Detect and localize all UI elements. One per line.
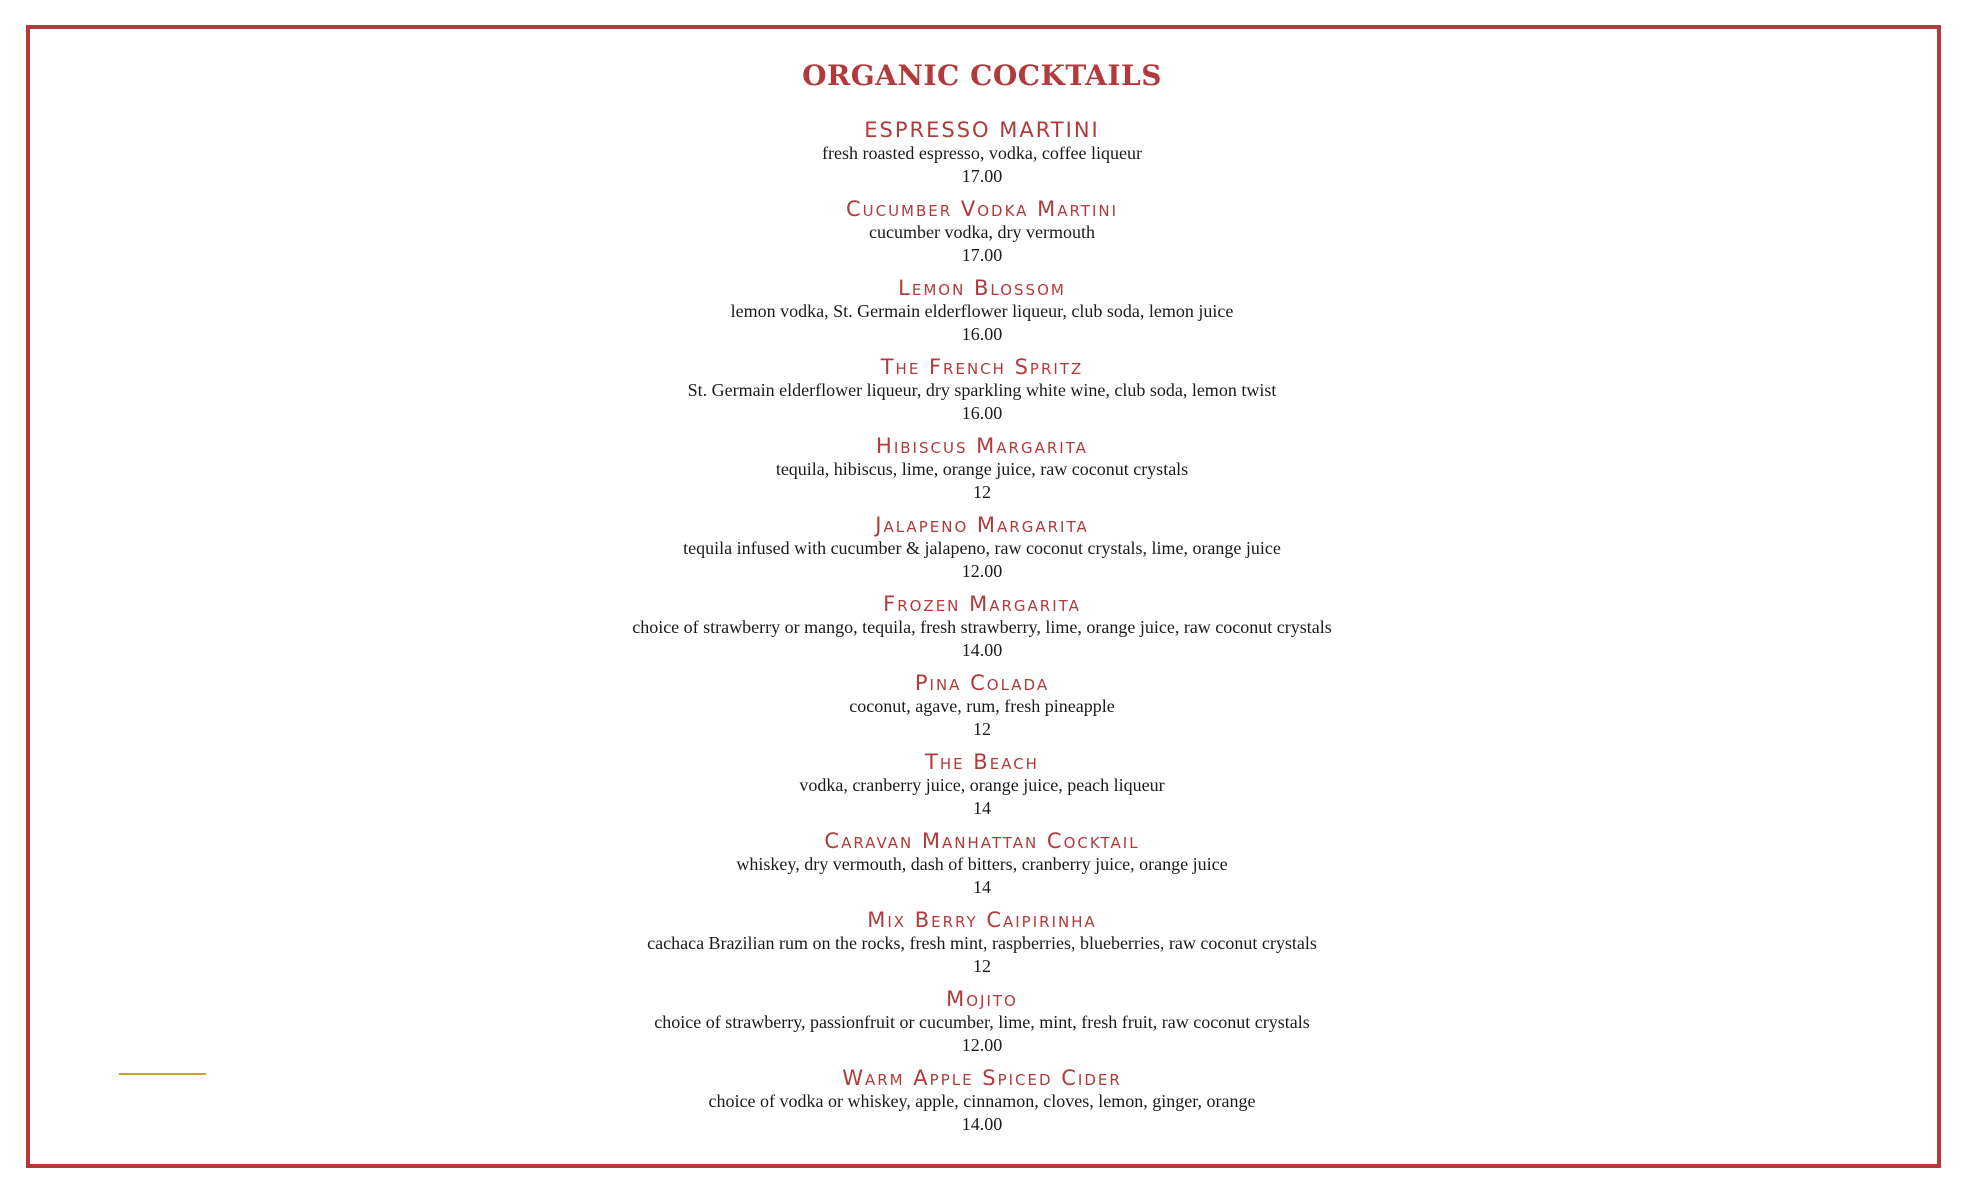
menu-item-price: 17.00 (961, 166, 1003, 186)
menu-item-price: 14 (973, 877, 991, 897)
menu-item (0, 1066, 1964, 1135)
menu-item (0, 671, 1964, 740)
menu-item-name: The French Spritz (880, 355, 1084, 379)
menu-item (0, 276, 1964, 345)
menu-item-name: Mojito (946, 987, 1018, 1011)
menu-item (0, 987, 1964, 1056)
menu-item-price: 16.00 (961, 324, 1003, 344)
menu-item-description: cucumber vodka, dry vermouth (869, 222, 1095, 242)
menu-item-name: Jalapeno Margarita (875, 513, 1089, 537)
menu-item-description: coconut, agave, rum, fresh pineapple (849, 696, 1115, 716)
menu-title: ORGANIC COCKTAILS (802, 59, 1162, 92)
menu-item-name: Mix Berry Caipirinha (867, 908, 1097, 932)
menu-item-price: 14.00 (961, 640, 1003, 660)
menu-item-description: tequila infused with cucumber & jalapeno, raw coconut crystals, lime, orange juice (683, 538, 1281, 558)
menu-item-description: St. Germain elderflower liqueur, dry sparkling white wine, club soda, lemon twist (687, 380, 1277, 400)
cocktail-menu (0, 54, 1964, 1145)
menu-item (0, 513, 1964, 582)
menu-item (0, 592, 1964, 661)
menu-item-name: Frozen Margarita (883, 592, 1081, 616)
menu-item-price: 12 (973, 719, 991, 739)
menu-item-price: 14.00 (961, 1114, 1003, 1134)
menu-item-price: 16.00 (961, 403, 1003, 423)
menu-item-name: Caravan Manhattan Cocktail (824, 829, 1140, 853)
menu-item (0, 829, 1964, 898)
menu-item (0, 908, 1964, 977)
menu-item-name: The Beach (925, 750, 1039, 774)
menu-item-price: 14 (973, 798, 991, 818)
menu-item-price: 12 (973, 482, 991, 502)
gold-accent-line (119, 1073, 206, 1075)
menu-item-name: Lemon Blossom (898, 276, 1066, 300)
menu-item-name: Hibiscus Margarita (876, 434, 1088, 458)
menu-item-price: 12.00 (961, 1035, 1003, 1055)
menu-item (0, 197, 1964, 266)
menu-item-name: Warm Apple Spiced Cider (842, 1066, 1122, 1090)
menu-item-description: choice of vodka or whiskey, apple, cinnamon, cloves, lemon, ginger, orange (708, 1091, 1256, 1111)
menu-item-name: Cucumber Vodka Martini (845, 197, 1119, 221)
menu-item-description: whiskey, dry vermouth, dash of bitters, cranberry juice, orange juice (736, 854, 1228, 874)
menu-item-name: ESPRESSO MARTINI (864, 118, 1100, 142)
menu-item-description: fresh roasted espresso, vodka, coffee liqueur (821, 143, 1143, 163)
menu-item-price: 12 (973, 956, 991, 976)
menu-item (0, 750, 1964, 819)
menu-item (0, 118, 1964, 187)
menu-item-name: Pina Colada (914, 671, 1050, 695)
menu-item-description: choice of strawberry or mango, tequila, fresh strawberry, lime, orange juice, raw coconut crystals (632, 617, 1332, 637)
menu-item-description: vodka, cranberry juice, orange juice, peach liqueur (799, 775, 1165, 795)
menu-item (0, 355, 1964, 424)
menu-item (0, 434, 1964, 503)
menu-item-description: tequila, hibiscus, lime, orange juice, raw coconut crystals (775, 459, 1189, 479)
menu-item-description: cachaca Brazilian rum on the rocks, fresh mint, raspberries, blueberries, raw coconut crystals (647, 933, 1317, 953)
menu-item-price: 12.00 (961, 561, 1003, 581)
menu-item-price: 17.00 (961, 245, 1003, 265)
menu-item-description: lemon vodka, St. Germain elderflower liqueur, club soda, lemon juice (730, 301, 1234, 321)
menu-item-description: choice of strawberry, passionfruit or cucumber, lime, mint, fresh fruit, raw coconut crystals (654, 1012, 1310, 1032)
